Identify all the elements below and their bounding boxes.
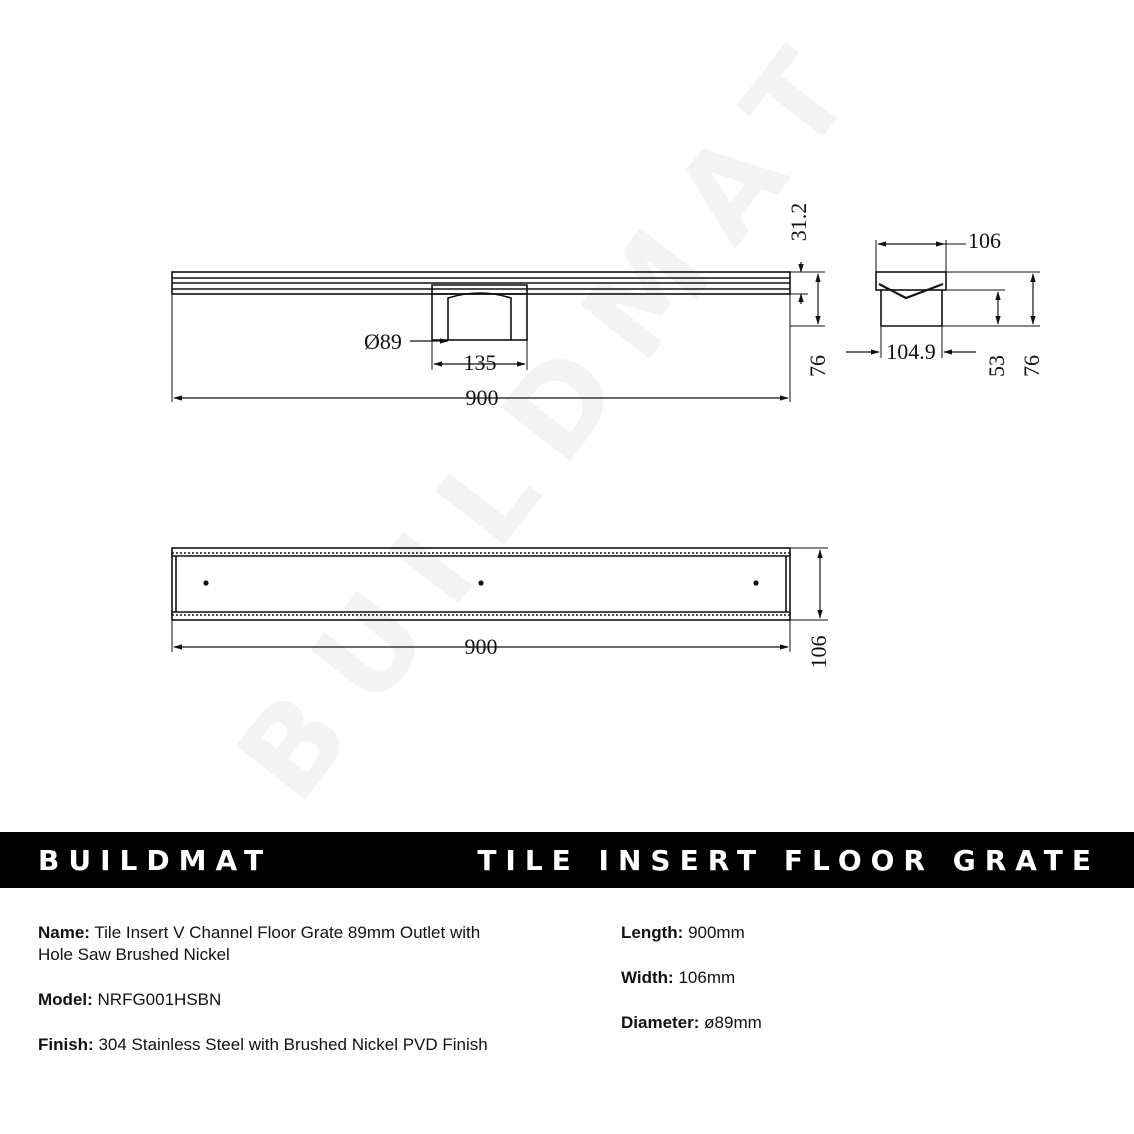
end-height-label: 76: [1019, 355, 1044, 377]
outlet-diameter-label: Ø89: [364, 329, 402, 354]
fixing-hole: [753, 580, 758, 585]
spec-length: [621, 922, 1081, 944]
spec-finish-label: Finish:: [38, 1035, 94, 1054]
watermark-text: [211, 4, 896, 820]
spec-width: [621, 967, 1081, 989]
spec-finish-value: 304 Stainless Steel with Brushed Nickel PVD Finish: [98, 1035, 488, 1054]
specs-left-column: [38, 922, 518, 1079]
spec-name-value: Tile Insert V Channel Floor Grate 89mm Outlet with Hole Saw Brushed Nickel: [38, 923, 481, 964]
fixing-holes: [203, 580, 758, 585]
spec-model-label: Model:: [38, 990, 93, 1009]
side-height-label: 76: [805, 355, 830, 377]
spec-width-value: 106mm: [678, 968, 736, 987]
spec-name: [38, 922, 518, 966]
title-banner: [0, 832, 1134, 888]
spec-diameter: [621, 1012, 1081, 1034]
spec-model: [38, 989, 518, 1011]
spec-width-label: Width:: [621, 968, 674, 987]
fixing-hole: [478, 580, 483, 585]
v-channel: [879, 284, 943, 298]
spec-diameter-value: ø89mm: [704, 1013, 762, 1032]
spec-length-value: 900mm: [688, 923, 745, 942]
specs-right-column: [621, 922, 1081, 1057]
grate-depth-label: 31.2: [786, 202, 811, 242]
spec-finish: [38, 1034, 518, 1056]
plan-length-label: 900: [464, 634, 498, 659]
outlet-width-label: 135: [463, 350, 497, 375]
brand-logo-text: BUILDMAT: [38, 844, 273, 877]
plan-width-label: 106: [806, 635, 831, 669]
product-title: TILE INSERT FLOOR GRATE: [477, 844, 1100, 877]
fixing-hole: [203, 580, 208, 585]
spec-name-label: Name:: [38, 923, 90, 942]
top-width-label: 106: [968, 228, 1001, 253]
channel-height-label: 53: [984, 355, 1009, 377]
inner-width-label: 104.9: [886, 339, 936, 364]
spec-length-label: Length:: [621, 923, 684, 942]
outlet-body: [432, 294, 527, 340]
end-view: [846, 240, 1040, 358]
spec-diameter-label: Diameter:: [621, 1013, 700, 1032]
spec-model-value: NRFG001HSBN: [97, 990, 222, 1009]
side-length-label: 900: [465, 385, 499, 410]
